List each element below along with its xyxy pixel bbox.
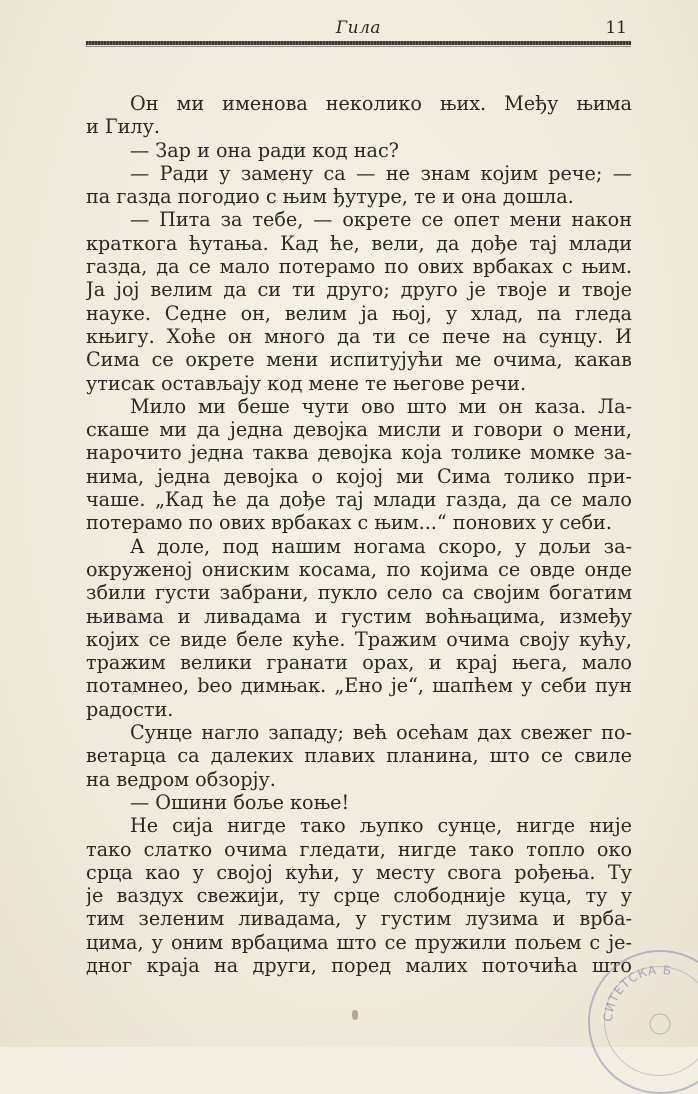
text-line: — Зар и она ради код нас? <box>130 138 399 162</box>
library-stamp-lettering <box>590 952 698 1092</box>
text-line: — Ради у замену са — не знам којим рече; — <box>130 161 632 185</box>
text-line: Сунце нагло западу; већ осећам дах свежег по- <box>130 721 632 745</box>
text-line: чаше. „Кад ће да дође тај млади газда, да се мало <box>86 488 632 512</box>
text-line: газда, да се мало потерамо по ових врбаках с њим. <box>86 255 632 279</box>
text-line: Ја јој велим да си ти друго; друго је твоје и твоје <box>86 278 632 302</box>
text-line: Не сија нигде тако љупко сунце, нигде није <box>130 814 632 838</box>
svg-text:СИТЕТСКА Б: СИТЕТСКА Б <box>600 962 674 1023</box>
text-line: скаше ми да једна девојка мисли и говори о мени, <box>86 418 632 442</box>
text-line: потамнео, beo димњак. „Ено је“, шапћем у себи пун <box>86 674 632 698</box>
running-title: Гила <box>335 18 382 38</box>
text-line: тим зеленим ливадама, у густим лузима и врба- <box>86 907 632 931</box>
text-line: дног краја на други, поред малих поточића што <box>86 953 632 977</box>
text-line: њивама и ливадама и густим воћњацима, између <box>86 604 632 628</box>
text-line: Сима се окрете мени испитујући ме очима, какав <box>86 348 632 372</box>
body-text <box>86 92 632 977</box>
text-line: књигу. Хоће он много да ти се пече на сунцу. И <box>86 324 632 348</box>
text-line: којих се виде беле куће. Тражим очима своју кућу, <box>86 627 632 651</box>
library-stamp <box>588 950 698 1094</box>
text-line: ветарца са далеких плавих планина, што се свиле <box>86 744 632 768</box>
text-line: утисак остављају код мене те његове речи. <box>86 371 527 395</box>
ink-spot <box>352 1010 358 1020</box>
text-line: срца као у својој кући, у месту свога рођења. Ту <box>86 860 632 884</box>
text-line: збили густи забрани, пукло село са својим богатим <box>86 581 632 605</box>
text-line: — Пита за тебе, — окрете се опет мени након <box>130 208 632 232</box>
text-line: — Ошини боље коње! <box>130 790 350 814</box>
text-line: радости. <box>86 697 174 721</box>
text-line: тражим велики гранати орах, и крај њега, мало <box>86 651 632 675</box>
text-line: краткога ћутања. Кад ће, вели, да дође тај млади <box>86 231 632 255</box>
header-rule <box>86 41 631 45</box>
text-line: и Гилу. <box>86 115 160 139</box>
page-number: 11 <box>605 18 627 38</box>
text-line: је ваздух свежији, ту срце слободније куца, ту у <box>86 884 632 908</box>
text-line: нима, једна девојка о којој ми Сима толико при- <box>86 464 632 488</box>
text-line: па газда погодио с њим ђутуре, те и она дошла. <box>86 185 574 209</box>
text-line: тако слатко очима гледати, нигде тако топло око <box>86 837 632 861</box>
text-line: потерамо по ових врбаках с њим...“ понових у себи. <box>86 511 612 535</box>
text-line: Мило ми беше чути ово што ми он каза. Ла- <box>130 394 632 418</box>
text-line: цима, у оним врбацима што се пружили пољем с је- <box>86 930 632 954</box>
text-line: окруженој ониским косама, по којима се овде онде <box>86 557 632 581</box>
text-line: нарочито једна таква девојка која толике момке за- <box>86 441 632 465</box>
running-head <box>86 18 631 42</box>
text-line: науке. Седне он, велим ја њој, у хлад, па гледа <box>86 301 632 325</box>
header-rule-thin <box>86 46 631 47</box>
text-line: на ведром обзорју. <box>86 767 276 791</box>
text-line: А доле, под нашим ногама скоро, у дољи за- <box>130 534 632 558</box>
text-line: Он ми именова неколико њих. Међу њима <box>130 92 632 115</box>
